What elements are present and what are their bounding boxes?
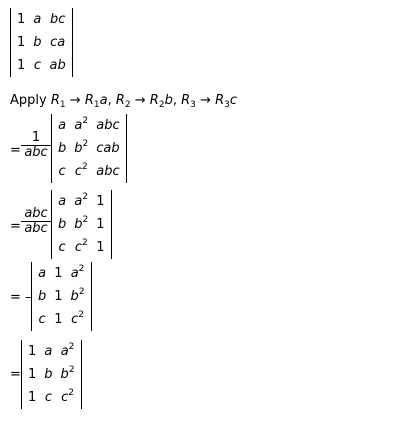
det-cell: $b^2$ xyxy=(74,215,89,232)
det-cell: 1 xyxy=(96,194,105,209)
determinant-step2 xyxy=(51,190,112,259)
det-cell: $b^2$ xyxy=(70,287,85,304)
row-subscript: 3 xyxy=(224,100,230,110)
determinant-step4 xyxy=(21,340,82,409)
det-cell: a xyxy=(44,344,53,359)
row-subscript: 2 xyxy=(124,100,131,110)
det-cell: c xyxy=(44,390,52,405)
apply-prefix: Apply xyxy=(10,93,51,108)
det-cell: $a^2$ xyxy=(70,264,85,281)
det-cell: abc xyxy=(96,164,120,179)
row-subscript: 3 xyxy=(190,100,196,110)
arrow-icon: → xyxy=(134,93,146,108)
det-cell: $a^2$ xyxy=(74,116,89,133)
row-subscript: 1 xyxy=(93,100,100,110)
det-cell: $c^2$ xyxy=(61,388,74,405)
det-cell: c xyxy=(33,58,41,73)
row-symbol: R xyxy=(181,93,191,108)
det-cell: $c^2$ xyxy=(71,310,84,327)
det-cell: 1 xyxy=(17,12,26,27)
det-cell: $c^2$ xyxy=(74,162,88,179)
apply-operations-line xyxy=(10,93,237,108)
fraction-numerator: abc xyxy=(21,207,51,222)
row-symbol: R xyxy=(215,93,225,108)
det-cell: a xyxy=(33,12,42,27)
fraction-one-over-abc xyxy=(21,131,51,160)
det-cell: $c^2$ xyxy=(74,238,88,255)
fraction-denominator: abc xyxy=(24,145,48,160)
det-cell: 1 xyxy=(17,58,26,73)
equals-sign: = xyxy=(10,143,21,158)
det-cell: 1 xyxy=(28,344,37,359)
det-cell: ca xyxy=(50,35,66,50)
det-cell: 1 xyxy=(54,289,63,304)
det-cell: 1 xyxy=(96,217,105,232)
det-cell: cab xyxy=(96,141,120,156)
det-cell: b xyxy=(33,35,42,50)
det-cell: 1 xyxy=(28,367,37,382)
row-symbol: R xyxy=(149,93,159,108)
det-cell: bc xyxy=(49,12,66,27)
det-cell: b xyxy=(58,217,67,232)
multiplier: c xyxy=(229,93,238,108)
determinant-step1 xyxy=(51,114,127,183)
det-cell: ab xyxy=(49,58,66,73)
det-cell: $b^2$ xyxy=(74,139,89,156)
det-cell: a xyxy=(38,266,47,281)
det-cell: c xyxy=(38,312,46,327)
det-cell: 1 xyxy=(28,390,37,405)
det-cell: 1 xyxy=(17,35,26,50)
row-symbol: R xyxy=(115,93,125,108)
row-subscript: 2 xyxy=(158,100,165,110)
equals-sign: = xyxy=(10,367,21,382)
det-cell: a xyxy=(58,118,67,133)
arrow-icon: → xyxy=(69,93,81,108)
det-cell: b xyxy=(44,367,53,382)
det-cell: 1 xyxy=(54,312,63,327)
separator: , xyxy=(107,93,116,108)
det-cell: $a^2$ xyxy=(60,342,75,359)
determinant-original xyxy=(10,8,73,77)
det-cell: abc xyxy=(96,118,120,133)
fraction-abc-over-abc xyxy=(21,207,51,236)
det-cell: a xyxy=(58,194,67,209)
det-cell: c xyxy=(58,164,66,179)
det-cell: 1 xyxy=(54,266,63,281)
row-symbol: R xyxy=(84,93,94,108)
det-cell: c xyxy=(58,240,66,255)
fraction-denominator: abc xyxy=(24,221,48,236)
row-symbol: R xyxy=(50,93,60,108)
equals-minus-sign: = – xyxy=(10,290,32,305)
equals-sign: = xyxy=(10,219,21,234)
det-cell: b xyxy=(58,141,67,156)
det-cell: $b^2$ xyxy=(60,365,75,382)
arrow-icon: → xyxy=(200,93,211,108)
det-cell: 1 xyxy=(96,240,105,255)
separator: , xyxy=(172,93,182,108)
multiplier: b xyxy=(164,93,173,108)
fraction-numerator: 1 xyxy=(21,131,51,146)
row-subscript: 1 xyxy=(59,100,66,110)
determinant-step3 xyxy=(31,262,92,331)
det-cell: b xyxy=(38,289,47,304)
det-cell: $a^2$ xyxy=(74,192,89,209)
multiplier: a xyxy=(99,93,108,108)
